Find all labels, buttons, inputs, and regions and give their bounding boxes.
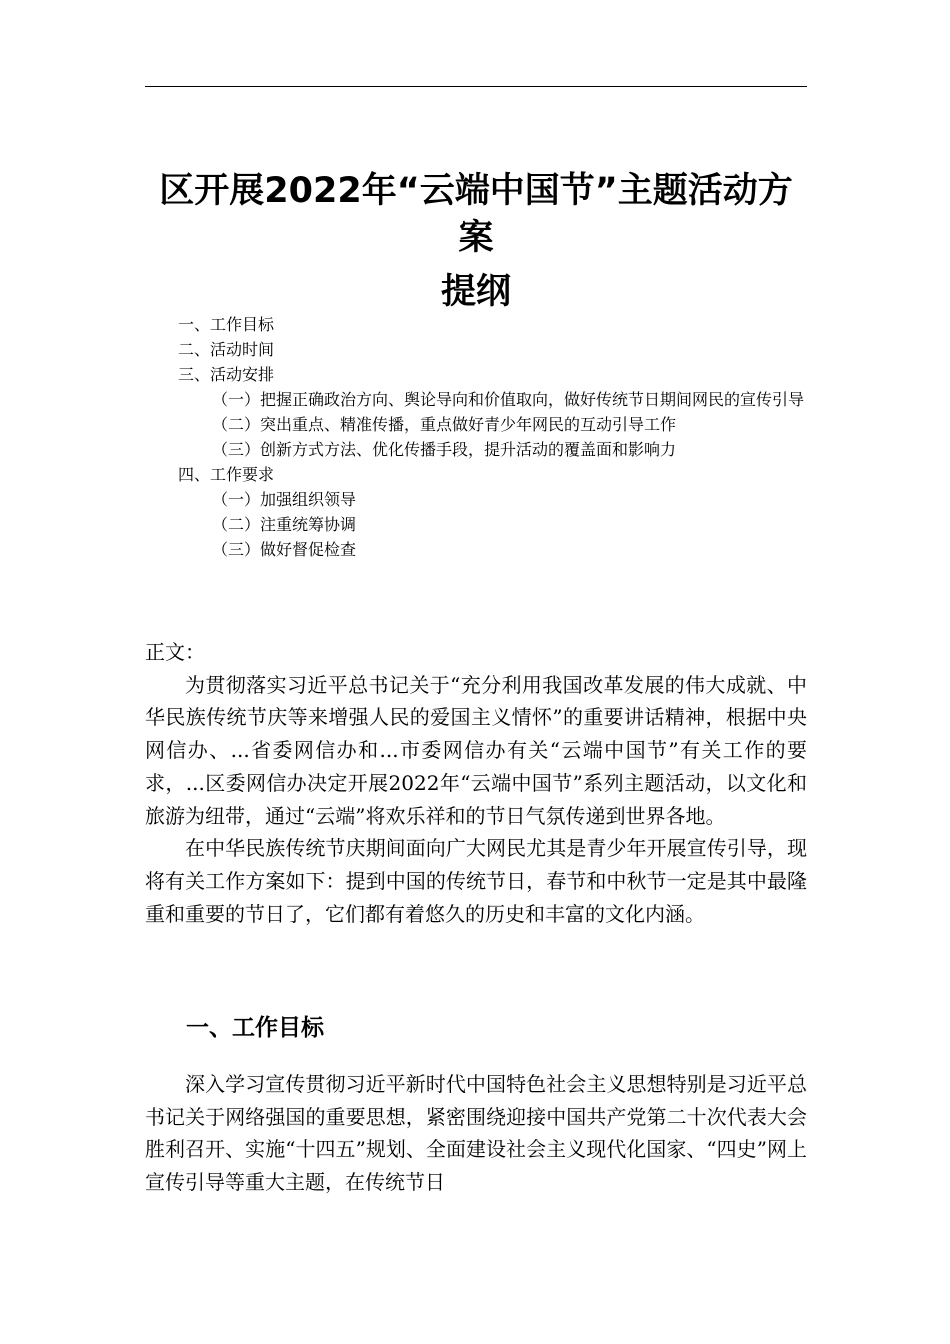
paragraph-2: 在中华民族传统节庆期间面向广大网民尤其是青少年开展宣传引导，现将有关工作方案如下：提到中国的传统节日，春节和中秋节一定是其中最隆重和重要的节日了，它们都有着悠久的历史和丰富的文化内涵。: [145, 836, 807, 926]
outline-item-3: 三、活动安排: [178, 365, 275, 384]
outline-subitem-3-1: （一）把握正确政治方向、舆论导向和价值取向，做好传统节日期间网民的宣传引导: [212, 390, 805, 409]
outline-subitem-4-3: （三）做好督促检查: [212, 540, 357, 559]
title-line-2: 案: [458, 218, 494, 258]
section-1-paragraph: 深入学习宣传贯彻习近平新时代中国特色社会主义思想特别是习近平总书记关于网络强国的重要思想，紧密围绕迎接中国共产党第二十次代表大会胜利召开、实施“十四五”规划、全面建设社会主义现代化国家、“四史”网上宣传引导等重大主题，在传统节日: [145, 1072, 807, 1195]
outline: [178, 312, 818, 562]
title-line-1: 区开展2022年“云端中国节”主题活动方: [159, 171, 793, 211]
section-heading-1: 一、工作目标: [186, 1015, 324, 1041]
section-body-1: [145, 1068, 807, 1199]
outline-heading: 提纲: [440, 272, 511, 312]
outline-subitem-4-1: （一）加强组织领导: [212, 490, 357, 509]
outline-item-4: 四、工作要求: [178, 465, 275, 484]
body-label: 正文：: [145, 640, 205, 664]
body-text: [145, 636, 807, 930]
paragraph-1: 为贯彻落实习近平总书记关于“充分利用我国改革发展的伟大成就、中华民族传统节庆等来增强人民的爱国主义情怀”的重要讲话精神，根据中央网信办、...省委网信办和...市委网信办有关“云端中国节”有关工作的要求，...区委网信办决定开展2022年“云端中国节”系列主题活动，以文化和旅游为纽带，通过“云端”将欢乐祥和的节日气氛传递到世界各地。: [145, 672, 807, 828]
header-rule: [145, 86, 807, 87]
outline-item-2: 二、活动时间: [178, 340, 275, 359]
outline-subitem-4-2: （二）注重统筹协调: [212, 515, 357, 534]
outline-item-1: 一、工作目标: [178, 315, 275, 334]
document-title: [145, 168, 807, 316]
outline-subitem-3-3: （三）创新方式方法、优化传播手段，提升活动的覆盖面和影响力: [212, 440, 677, 459]
outline-subitem-3-2: （二）突出重点、精准传播，重点做好青少年网民的互动引导工作: [212, 415, 677, 434]
